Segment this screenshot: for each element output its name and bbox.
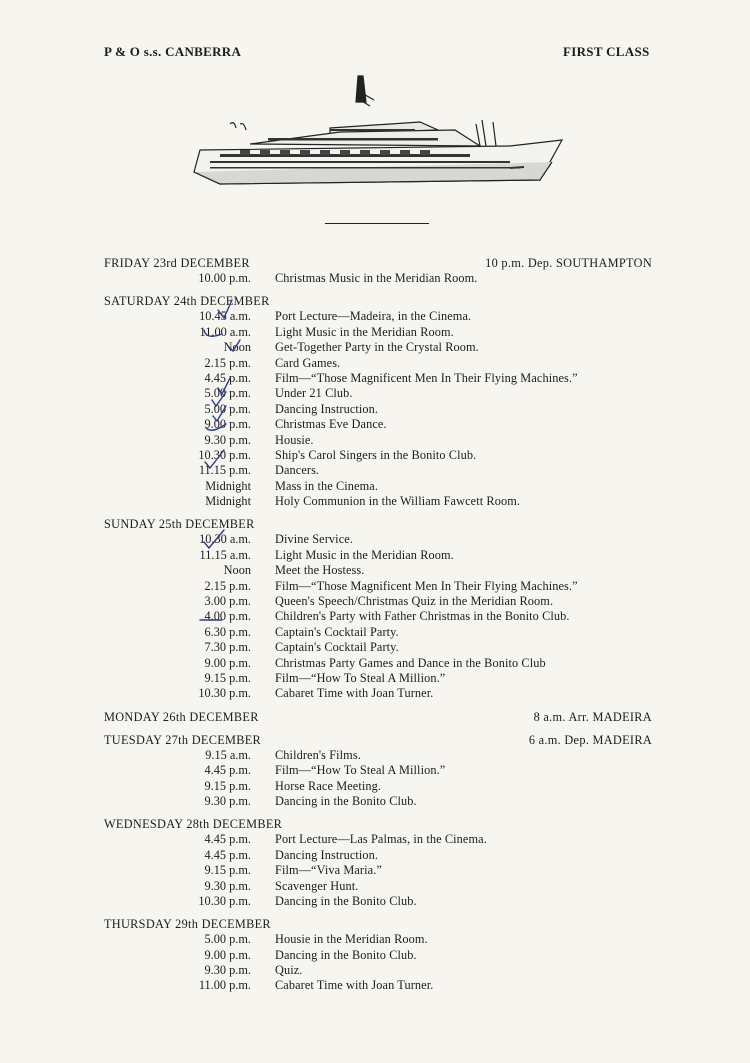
event-time: 9.00 p.m. (204, 417, 251, 432)
check-mark-icon (218, 378, 230, 394)
event-desc: Light Music in the Meridian Room. (275, 324, 454, 339)
event-time: 9.15 p.m. (204, 670, 251, 685)
event-time: 5.00 p.m. (204, 386, 251, 401)
event-desc: Housie. (275, 432, 314, 447)
day-name: WEDNESDAY 28th DECEMBER (104, 817, 283, 832)
event-time: 4.45 p.m. (204, 832, 251, 847)
event-desc: Film—“How To Steal A Million.” (275, 670, 446, 685)
port-note: 8 a.m. Arr. MADEIRA (533, 709, 652, 724)
event-desc: Divine Service. (275, 532, 353, 547)
event-desc: Card Games. (275, 355, 341, 370)
check-mark-icon (213, 406, 226, 421)
class-label: FIRST CLASS (563, 44, 650, 59)
event-time: 4.45 p.m. (204, 763, 251, 778)
event-desc: Film—“Those Magnificent Men In Their Flying Machines.” (275, 578, 578, 593)
event-desc: Dancing in the Bonito Club. (275, 793, 417, 808)
check-mark-icon (206, 424, 226, 430)
port-note: 6 a.m. Dep. MADEIRA (528, 732, 652, 747)
event-desc: Christmas Music in the Meridian Room. (275, 271, 478, 285)
check-mark-icon (205, 450, 224, 468)
event-desc: Cabaret Time with Joan Turner. (275, 978, 434, 993)
event-desc: Under 21 Club. (275, 386, 353, 401)
event-desc: Housie in the Meridian Room. (275, 932, 428, 947)
event-desc: Ship's Carol Singers in the Bonito Club. (275, 447, 477, 462)
check-mark-icon (204, 530, 224, 548)
event-time: Noon (223, 563, 251, 578)
event-desc: Children's Party with Father Christmas in the Bonito Club. (275, 609, 570, 624)
event-time: 10.30 p.m. (198, 893, 251, 908)
event-time: 9.30 p.m. (204, 963, 251, 978)
event-time: 11.15 p.m. (198, 463, 251, 478)
event-time: 11.15 a.m. (199, 547, 251, 562)
event-desc: Scavenger Hunt. (275, 878, 359, 893)
event-desc: Children's Films. (275, 747, 361, 762)
event-time: 4.45 p.m. (204, 847, 251, 862)
ship-name: P & O s.s. CANBERRA (104, 44, 242, 59)
event-desc: Dancing in the Bonito Club. (275, 893, 417, 908)
event-desc: Meet the Hostess. (275, 563, 365, 578)
event-desc: Holy Communion in the William Fawcett Room. (275, 494, 521, 509)
event-time: 11.00 a.m. (199, 324, 251, 339)
event-time: 10.00 p.m. (198, 271, 251, 285)
event-desc: Captain's Cocktail Party. (275, 624, 399, 639)
event-desc: Film—“How To Steal A Million.” (275, 763, 446, 778)
port-note: 10 p.m. Dep. SOUTHAMPTON (485, 256, 652, 270)
day-name: TUESDAY 27th DECEMBER (104, 732, 262, 747)
event-desc: Horse Race Meeting. (275, 778, 382, 793)
event-desc: Cabaret Time with Joan Turner. (275, 686, 434, 701)
check-mark-icon (212, 392, 226, 406)
event-time: 9.15 p.m. (204, 863, 251, 878)
event-desc: Captain's Cocktail Party. (275, 640, 399, 655)
event-desc: Port Lecture—Las Palmas, in the Cinema. (275, 832, 487, 847)
event-time: Noon (223, 340, 251, 355)
event-time: 9.15 a.m. (205, 747, 251, 762)
event-desc: Film—“Those Magnificent Men In Their Flying Machines.” (275, 370, 578, 385)
event-time: 4.00 p.m. (204, 609, 251, 624)
event-time: 10.30 a.m. (199, 532, 251, 547)
event-desc: Christmas Party Games and Dance in the Bonito Club (275, 655, 546, 670)
event-desc: Get-Together Party in the Crystal Room. (275, 340, 479, 355)
event-time: 9.30 p.m. (204, 878, 251, 893)
event-time: 11.00 p.m. (198, 978, 251, 993)
day-name: MONDAY 26th DECEMBER (104, 709, 259, 724)
day-name: SATURDAY 24th DECEMBER (104, 294, 270, 309)
event-time: 9.00 p.m. (204, 947, 251, 962)
event-time: 10.30 p.m. (198, 686, 251, 701)
day-name: FRIDAY 23rd DECEMBER (104, 256, 250, 270)
event-time: 9.00 p.m. (204, 655, 251, 670)
event-time: 5.00 p.m. (204, 932, 251, 947)
event-time: Midnight (205, 478, 251, 493)
check-mark-icon (228, 340, 240, 351)
event-time: 10.45 a.m. (199, 309, 251, 324)
event-desc: Dancing in the Bonito Club. (275, 947, 417, 962)
event-time: 2.15 p.m. (204, 578, 251, 593)
event-time: 3.00 p.m. (204, 594, 251, 609)
event-desc: Mass in the Cinema. (275, 478, 378, 493)
event-time: 10.30 p.m. (198, 447, 251, 462)
event-desc: Dancing Instruction. (275, 847, 379, 862)
event-desc: Christmas Eve Dance. (275, 417, 387, 432)
event-time: Midnight (205, 494, 251, 509)
event-desc: Dancers. (275, 463, 320, 478)
event-desc: Light Music in the Meridian Room. (275, 547, 454, 562)
event-time: 9.30 p.m. (204, 432, 251, 447)
event-desc: Dancing Instruction. (275, 401, 379, 416)
event-time: 4.45 p.m. (204, 370, 251, 385)
event-desc: Port Lecture—Madeira, in the Cinema. (275, 309, 472, 324)
event-time: 6.30 p.m. (204, 624, 251, 639)
day-name: THURSDAY 29th DECEMBER (104, 917, 271, 932)
event-time: 5.00 p.m. (204, 401, 251, 416)
event-time: 9.30 p.m. (204, 793, 251, 808)
check-mark-icon (218, 300, 232, 318)
event-desc: Queen's Speech/Christmas Quiz in the Meridian Room. (275, 594, 554, 609)
day-name: SUNDAY 25th DECEMBER (104, 517, 255, 532)
event-desc: Quiz. (275, 963, 303, 978)
event-desc: Film—“Viva Maria.” (275, 863, 382, 878)
check-mark-icon (204, 330, 222, 336)
event-time: 7.30 p.m. (204, 640, 251, 655)
event-time: 2.15 p.m. (204, 355, 251, 370)
event-time: 9.15 p.m. (204, 778, 251, 793)
